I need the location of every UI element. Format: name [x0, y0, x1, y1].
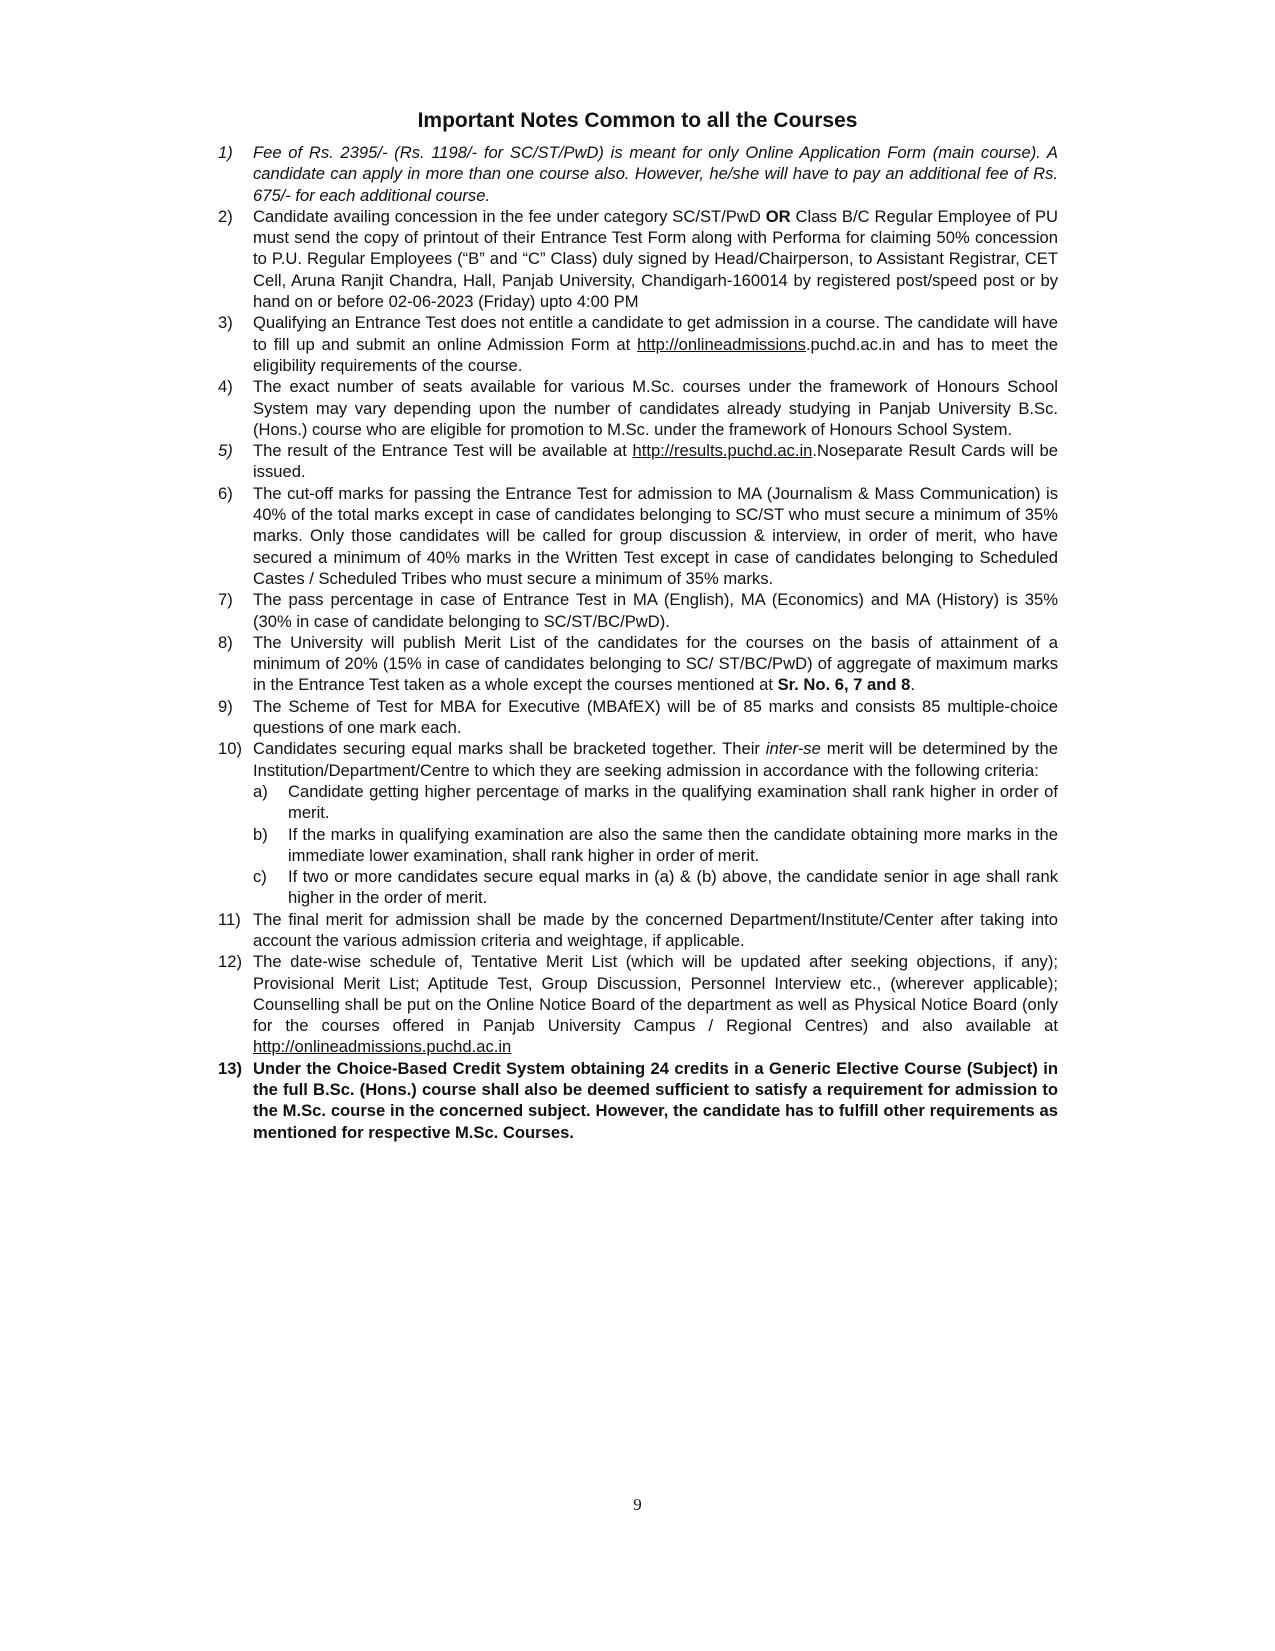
note-text: Under the Choice-Based Credit System obtaining 24 credits in a Generic Elective Course (Subject) in the full B.Sc. (Hons.) course shall also be deemed sufficient to satisfy a requirement for admission to the M.Sc. course in the concerned subject. However, the candidate has to fulfill other requirements as mentioned for respective M.Sc. Courses. — [253, 1058, 1058, 1142]
note-text-part: .Noseparate Result Cards will be issued. — [253, 441, 1058, 482]
note-item-3 — [218, 312, 1058, 376]
note-number: 7) — [218, 590, 233, 610]
note-text — [253, 440, 1058, 483]
note-text — [253, 632, 1058, 696]
note-text-part: Class B/C Regular Employee of PU must send the copy of printout of their Entrance Test Form along with Performa for claiming 50% concession to P.U. Regular Employees (“B” and “C” Class) duly signed by Head/Chairperson, to Assistant Registrar, CET Cell, Aruna Ranjit Chandra, Hall, Panjab University, Chandigarh-160014 by registered post/speed post or by hand on or before 02-06-2023 (Friday) upto 4:00 PM — [253, 206, 1058, 312]
note-number: 2) — [218, 206, 233, 226]
note-text: The exact number of seats available for various M.Sc. courses under the framework of Honours School System may vary depending upon the number of candidates already studying in Panjab University B.Sc. (Hons.) course who are eligible for promotion to M.Sc. under the framework of Honours School System. — [253, 377, 1058, 439]
admissions-link[interactable]: http://onlineadmissions — [637, 334, 806, 354]
page-number: 9 — [633, 1495, 642, 1514]
note-text-part: Candidates securing equal marks shall be bracketed together. Their — [253, 739, 766, 759]
note-number: 4) — [218, 377, 233, 397]
note-item-2 — [218, 206, 1058, 312]
note-text-part: . — [910, 675, 915, 695]
note-text: Fee of Rs. 2395/- (Rs. 1198/- for SC/ST/PwD) is meant for only Online Application Form (main course). A candidate can apply in more than one course also. However, he/she will have to pay an additional fee of Rs. 675/- for each additional course. — [253, 143, 1058, 205]
note-item-5 — [218, 440, 1058, 483]
note-text: The final merit for admission shall be made by the concerned Department/Institute/Center after taking into account the various admission criteria and weightage, if applicable. — [253, 909, 1058, 950]
note-text: The cut-off marks for passing the Entrance Test for admission to MA (Journalism & Mass Communication) is 40% of the total marks except in case of candidates belonging to SC/ST who must secure a minimum of 35% marks. Only those candidates will be called for group discussion & interview, in order of merit, who have secured a minimum of 40% marks in the Written Test except in case of candidates belonging to Scheduled Castes / Scheduled Tribes who must secure a minimum of 35% marks. — [253, 483, 1058, 588]
note-item-13 — [218, 1058, 1058, 1143]
page-title: Important Notes Common to all the Courses — [417, 109, 858, 132]
note-text-part: .puchd.ac.in and has to meet the eligibility requirements of the course. — [253, 334, 1058, 375]
note-number: 5) — [218, 441, 233, 461]
sub-number: c) — [253, 867, 267, 887]
note-text: The Scheme of Test for MBA for Executive (MBAfEX) will be of 85 marks and consists 85 multiple-choice questions of one mark each. — [253, 696, 1058, 738]
note-text: The pass percentage in case of Entrance Test in MA (English), MA (Economics) and MA (History) is 35% (30% in case of candidate belonging to SC/ST/BC/PwD). — [253, 590, 1058, 631]
note-text — [253, 738, 1058, 908]
note-text — [253, 312, 1058, 376]
note-text-part: Candidate availing concession in the fee under category SC/ST/PwD — [253, 206, 766, 226]
sub-text: Candidate getting higher percentage of marks in the qualifying examination shall rank higher in order of merit. — [288, 781, 1058, 823]
note-text — [253, 206, 1058, 312]
note-text-part: merit will be determined by the Institution/Department/Centre to which they are seeking admission in accordance with the following criteria: — [253, 739, 1058, 780]
note-paragraph — [253, 738, 1058, 781]
results-link[interactable]: http://results.puchd.ac.in — [632, 441, 813, 461]
sub-item-b — [253, 824, 1058, 867]
sub-number: a) — [253, 781, 268, 801]
note-item-7 — [218, 589, 1058, 632]
sub-text: If the marks in qualifying examination are also the same then the candidate obtaining more marks in the immediate lower examination, shall rank higher in order of merit. — [288, 824, 1058, 865]
note-bold-text: Sr. No. 6, 7 and 8 — [777, 675, 911, 695]
note-text-part: The University will publish Merit List of the candidates for the courses on the basis of attainment of a minimum of 20% (15% in case of candidates belonging to SC/ ST/BC/PwD) of aggregate of maximum marks in the Entrance Test taken as a whole except the courses mentioned at — [253, 632, 1058, 695]
note-item-12 — [218, 951, 1058, 1057]
note-number: 9) — [218, 696, 233, 716]
note-number: 3) — [218, 313, 233, 333]
note-item-11 — [218, 909, 1058, 952]
note-item-1 — [218, 142, 1058, 206]
note-number: 1) — [218, 143, 233, 162]
note-text-part: Qualifying an Entrance Test does not entitle a candidate to get admission in a course. The candidate will have to fill up and submit an online Admission Form at — [253, 313, 1058, 354]
sub-item-c — [253, 866, 1058, 909]
note-item-10 — [218, 738, 1058, 908]
notes-list — [218, 142, 1058, 1143]
note-item-6 — [218, 483, 1058, 589]
note-number: 13) — [218, 1058, 242, 1078]
note-item-4 — [218, 376, 1058, 440]
note-italic-text: inter-se — [765, 739, 821, 759]
sub-text: If two or more candidates secure equal marks in (a) & (b) above, the candidate senior in age shall rank higher in the order of merit. — [288, 867, 1058, 908]
note-number: 6) — [218, 483, 233, 503]
note-text-part: The date-wise schedule of, Tentative Merit List (which will be updated after seeking objections, if any); Provisional Merit List; Aptitude Test, Group Discussion, Personnel Interview etc., (wherever applicable); Counselling shall be put on the Online Notice Board of the department as well as Physical Notice Board (only for the courses offered in Panjab University Campus / Regional Centres) and also available at — [253, 952, 1058, 1036]
note-item-9 — [218, 696, 1058, 739]
note-item-8 — [218, 632, 1058, 696]
note-bold-text: OR — [765, 206, 791, 226]
note-text — [253, 951, 1058, 1057]
note-number: 10) — [218, 739, 242, 759]
note-number: 12) — [218, 952, 242, 972]
admissions-link[interactable]: http://onlineadmissions.puchd.ac.in — [253, 1037, 512, 1057]
note-number: 11) — [218, 909, 241, 929]
sub-item-a — [253, 781, 1058, 824]
note-number: 8) — [218, 632, 233, 652]
sub-number: b) — [253, 824, 268, 844]
note-text-part: The result of the Entrance Test will be available at — [253, 441, 633, 461]
